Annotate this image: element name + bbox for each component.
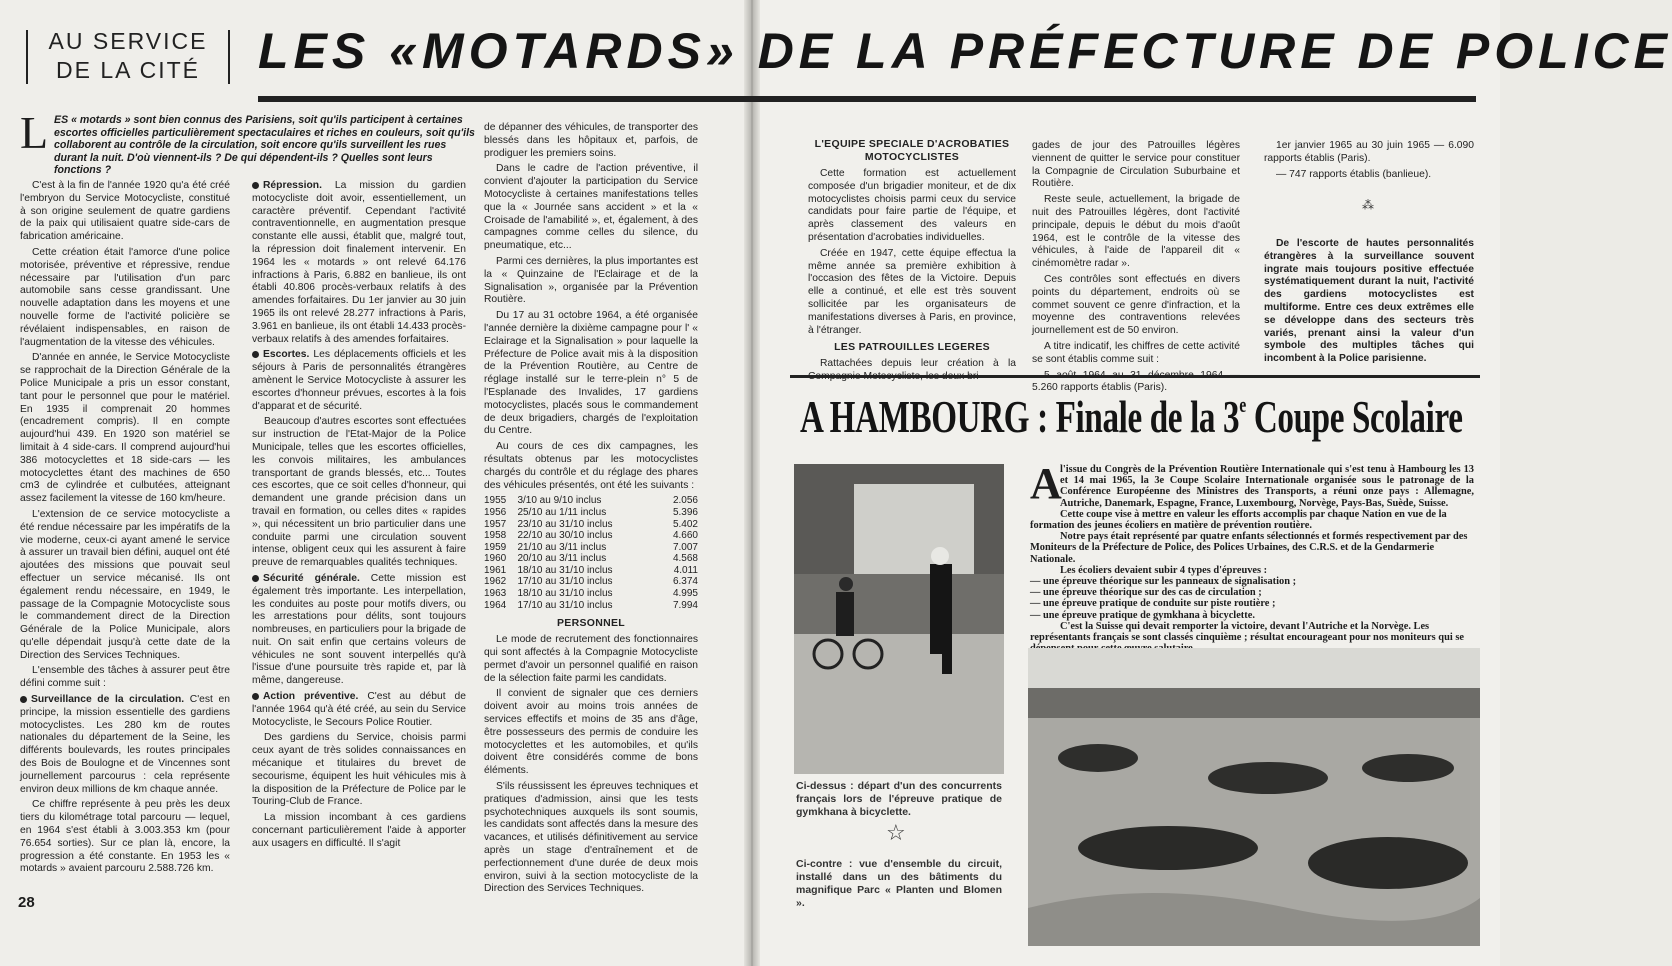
stats-count: 5.396	[672, 506, 698, 518]
column-6-conclusion	[1264, 238, 1474, 369]
hamburg-title-main: A HAMBOURG : Finale de la 3	[800, 391, 1240, 442]
stats-count: 7.007	[672, 541, 698, 553]
col5-paragraph: Reste seule, actuellement, la brigade de nuit des Patrouilles légères, dont l'activité principale, depuis le début du mois d'août 1964, est le contrôle de la vitesse des véhicules, à l'aide de l'appareil dit « cinémomètre radar ».	[1032, 194, 1240, 270]
bicycle-photo	[794, 464, 1004, 774]
star-ornament: ☆	[886, 820, 906, 845]
stats-dates: 18/10 au 31/10 inclus	[517, 588, 613, 600]
bullet-text: C'est au début de l'année 1964 qu'à été créé, au sein du Service Motocycliste, le Secours Police Routier.	[252, 691, 466, 728]
col1-paragraph: Cette création était l'amorce d'une police motorisée, préventive et répressive, rendue nécessaire par l'utilisation d'un parc automobile sans cesse grandissant. Une nouvelle adaptation dans les moyens et une nouvelle forme de l'activité policière se révélaient indispensables, en raison de l'augmentation de la vitesse des véhicules.	[20, 246, 230, 348]
bullet-text: La mission du gardien motocycliste doit avoir, essentiellement, un caractère préventif. Cependant l'activité contraventionnelle, en augmentation presque constante elle aussi, établit que, malgré tout, la répression doit finalement intervenir. En 1964 les « motards » ont relevé 64.176 infractions à Paris, 6.882 en banlieue, ils ont établi 40.806 procès-verbaux relatifs à des amendes forfaitaires. Du 1er janvier au 30 juin 1965 ils ont relevé 28.277 infractions à Paris, 3.961 en banlieue, ils ont établi 14.433 procès-verbaux relatifs à des amendes forfaitaires.	[252, 180, 466, 345]
bicycle-photo-image	[794, 464, 1004, 774]
photo2-caption: Ci-contre : vue d'ensemble du circuit, installé dans un des bâtiments du magnifique Parc « Planten und Blomen ».	[796, 858, 1002, 909]
stats-row	[484, 588, 698, 600]
stats-dates: 23/10 au 31/10 inclus	[517, 518, 613, 530]
column-6	[1264, 140, 1474, 184]
col5-paragraph: 5.260 rapports établis (Paris).	[1032, 382, 1168, 394]
stats-year: 1964	[484, 599, 507, 611]
col6-conclusion: De l'escorte de hautes personnalités étrangères à la surveillance souvent ingrate mais toujours positive effectuée systématiquement durant la nuit, l'activité des gardiens motocyclistes est multiforme. Entre ces deux extrêmes elle se développe dans des secteurs très variés, prenant ainsi la valeur d'un symbole des multiples tâches qui incombent à la Police parisienne.	[1264, 238, 1474, 365]
stats-count: 4.011	[673, 564, 698, 576]
bullet-title: Surveillance de la circulation.	[31, 694, 185, 706]
headlight-stats-table	[484, 495, 698, 611]
col4-paragraph: Cette formation est actuellement composée d'un brigadier moniteur, et de dix motocyclistes choisis parmi ceux du service candidats pour faire partie de l'équipe, et après classement des valeurs en présentation d'acrobaties individuelles.	[808, 168, 1016, 243]
stats-dates: 3/10 au 9/10 inclus	[517, 495, 602, 507]
stats-year: 1959	[484, 541, 507, 553]
bullet-title: Répression.	[263, 180, 322, 191]
col2-paragraph: Beaucoup d'autres escortes sont effectuées sur instruction de l'Etat-Major de la Police Municipale, telles que les escortes officielles, les convois militaires, les ambulances transportant de grands blessés, etc... Toutes ces escortes, que ce soit celles d'honneur, qui demandent une grande précision dans un travail en formation, ou celles dites « rapides », qui nécessitent un brio particulier dans une conduite parmi une circulation souvent intense, obligent ceux qui les assurent à faire preuve de remarquables qualités techniques.	[252, 416, 466, 569]
column-2	[252, 180, 466, 854]
stats-row	[484, 530, 698, 542]
col4-paragraph: Créée en 1947, cette équipe effectua la même année sa première exhibition à l'occasion des fêtes de la Victoire. Depuis elle a continué, et elle est très souvent sollicitée par les organisateurs de manifestations diverses à Paris, en province, à l'étranger.	[808, 247, 1016, 336]
hamburg-intro-text: l'issue du Congrès de la Prévention Routière Internationale qui s'est tenu à Hambourg les 13 et 14 mai 1965, la 3e Coupe Scolaire Internationale organisée sous le patronage de la Conférence Européenne des Ministres des Transports, a réuni onze pays : Allemagne, Autriche, Danemark, Espagne, France, Luxembourg, Norvège, Pays-Bas, Suède, Suisse.	[1060, 464, 1474, 509]
personnel-subhead: PERSONNEL	[556, 617, 626, 630]
column-5	[1032, 140, 1240, 398]
hamburg-title-sup: e	[1239, 392, 1246, 417]
col3-paragraph: Au cours de ces dix campagnes, les résultats obtenus par les motocyclistes chargés du contrôle et du réglage des phares des véhicules présentés, ont été les suivants :	[484, 441, 698, 491]
stats-dates: 18/10 au 31/10 inclus	[517, 564, 613, 576]
rubric-line-1: AU SERVICE	[48, 28, 208, 54]
col2-bullet-paragraph	[252, 573, 466, 688]
hamburg-body	[1030, 509, 1474, 655]
col3-paragraph: de dépanner des véhicules, de transporter des blessés dans les hôpitaux et, parfois, de prodiguer les premiers soins.	[484, 122, 698, 159]
circuit-overview-photo	[1028, 648, 1480, 946]
stats-dates: 22/10 au 30/10 inclus	[517, 530, 613, 542]
stats-count: 4.995	[672, 588, 698, 600]
col2-paragraph: Des gardiens du Service, choisis parmi ceux ayant de très solides connaissances en mécanique et titulaires du brevet de secourisme, équipent les huit véhicules mis à la disposition de la Préfecture de Police par le Touring-Club de France.	[252, 732, 466, 808]
photo1-caption: Ci-dessus : départ d'un des concurrents français lors de l'épreuve pratique de gymkhana à bicyclette.	[796, 780, 1002, 818]
bullet-text: C'est en principe, la mission essentielle des gardiens motocyclistes. Les 280 km de routes nationales du département de la Seine, les différents boulevards, les routes principales des Bois de Boulogne et de Vincennes sont journellement parcourus : cela représente environ deux millions de km chaque année.	[20, 694, 230, 795]
stats-row	[484, 576, 698, 588]
bullet-icon	[252, 182, 259, 189]
section-divider	[790, 375, 1480, 378]
hamburg-article	[1030, 459, 1474, 654]
col2-bullet-paragraph	[252, 349, 466, 413]
col5-paragraph: A titre indicatif, les chiffres de cette activité se sont établis comme suit :	[1032, 340, 1240, 365]
col3-paragraph: S'ils réussissent les épreuves techniques et pratiques d'admission, ainsi que les tests psychotechniques auxquels ils sont soumis, les candidats sont affectés dans la mesure des vacances, et utilisés définitivement au service après un stage d'entraînement et de perfectionnement d'une durée de deux mois environ, suivi à la section motocycliste de la Direction des Services Techniques.	[484, 781, 698, 895]
stats-row	[484, 553, 698, 565]
hamburg-event-item: — une épreuve théorique sur des cas de circulation ;	[1030, 587, 1262, 599]
stats-row	[484, 495, 698, 507]
col6-paragraph: 1er janvier 1965 au 30 juin 1965 — 6.090 rapports établis (Paris).	[1264, 140, 1474, 164]
hamburg-paragraph: C'est la Suisse qui devait remporter la victoire, devant l'Autriche et la Norvège. Les représentants français se sont classés cinquième ; résultat encourageant pour nos moniteurs qui se	[1030, 620, 1464, 644]
bullet-text: Les déplacements officiels et les séjours à Paris de personnalités étrangères amènent le Service Motocycliste à assurer les escortes d'honneur prévues, escortes à la fois d'apparat et de sécurité.	[252, 349, 466, 412]
stats-count: 2.056	[672, 495, 698, 507]
hamburg-headline	[800, 390, 1463, 450]
bullet-title: Action préventive.	[263, 691, 359, 703]
rubric-box	[26, 26, 230, 86]
col2-paragraph: La mission incombant à ces gardiens concernant particulièrement l'aide à apporter aux usagers en difficulté. Il s'agit	[252, 812, 466, 849]
article-lead	[20, 107, 480, 176]
col3-paragraph: Dans le cadre de l'action préventive, il convient d'ajouter la participation du Service Motocycliste à certaines manifestations telles que la « Journée sans accident » et la « Croisade de l'amabilité », et, également, à des campagnes comme celles du silence, du pneumatique, etc...	[484, 163, 698, 252]
col1-paragraph: D'année en année, le Service Motocycliste se rapprochait de la Direction Générale de la Police Municipale a pris un essor constant, tant pour le personnel que pour le matériel. En 1935 il comprenait 20 hommes (encadrement compris). Il en compte aujourd'hui 439. En 1920 son matériel se limitait à 4 side-cars. Il comprend aujourd'hui 386 motocyclettes et 18 side-cars — les motocyclettes étant des machines de 650 cm3 de cylindrée et culbutées, atteignant assez facilement la vitesse de 160 km/heure.	[20, 352, 230, 505]
column-4	[808, 134, 1016, 387]
stats-dates: 25/10 au 1/11 inclus	[517, 506, 607, 518]
col5-paragraph: gades de jour des Patrouilles légères viennent de quitter le service pour constituer la Compagnie de Circulation Suburbaine et Routière.	[1032, 140, 1240, 190]
stats-year: 1961	[484, 564, 507, 576]
hamburg-paragraph: Notre pays était représenté par quatre enfants sélectionnés et formés respectivement par des Moniteurs de la Préfecture de Police, des Polices Urbaines, des C.R.S. et de la Gendarmerie Nationale.	[1030, 531, 1468, 565]
col3-paragraph: Le mode de recrutement des fonctionnaires qui sont affectés à la Compagnie Motocycliste permet d'avoir un personnel qualifié en raison de la sélection faite parmi les candidats.	[484, 634, 698, 684]
col1-bullet-paragraph	[20, 694, 230, 796]
col3-paragraph: Du 17 au 31 octobre 1964, a été organisée l'année dernière la dixième campagne pour l' « Eclairage et la Signalisation » pour laquelle la Préfecture de Police avait mis à la disposition de la Prévention Routière, au Centre de réglage installé sur le terre-plein n° 5 de l'Esplanade des Invalides, 17 gardiens motocyclistes, placés sous le commandement de deux brigadiers, chargés de l'exploitation du Centre.	[484, 310, 698, 437]
hamburg-event-item: — une épreuve théorique sur les panneaux de signalisation ;	[1030, 576, 1297, 588]
col1-paragraph: L'ensemble des tâches à assurer peut être défini comme suit :	[20, 665, 230, 690]
stats-dates: 17/10 au 31/10 inclus	[517, 576, 613, 588]
hamburg-event-item: — une épreuve pratique de conduite sur piste routière ;	[1030, 598, 1276, 610]
stats-row	[484, 565, 698, 577]
stats-count: 4.660	[672, 530, 698, 542]
stats-dates: 17/10 au 31/10 inclus	[517, 599, 613, 611]
stats-count: 5.402	[672, 518, 698, 530]
stats-year: 1960	[484, 553, 507, 565]
rubric-line-2: DE LA CITÉ	[56, 57, 200, 83]
col2-bullet-paragraph	[252, 180, 466, 346]
col1-paragraph: C'est à la fin de l'année 1920 qu'a été créé l'embryon du Service Motocycliste, constitué à son origine seulement de quatre gardiens de la paix qui utilisaient quatre side-cars de fabrication américaine.	[20, 180, 230, 243]
col1-paragraph: L'extension de ce service motocycliste a été rendue nécessaire par les impératifs de la vie moderne, ceux-ci ayant amené le service à assurer un travail bien défini, auquel ont été ajoutées des missions que pouvait seul effectuer un service mécanisé. Ils ont également rendu nécessaire, en 1949, le passage de la Compagnie Motocycliste sous le commandement direct de la Direction Générale de la Police Municipale, alors qu'elle dépendait jusqu'à cette date de la Direction des Services Techniques.	[20, 508, 230, 661]
stats-row	[484, 519, 698, 531]
col3-paragraph: Il convient de signaler que ces derniers doivent avoir au moins trois années de services effectifs et moins de 35 ans d'âge, être possesseurs des permis de conduire les motocyclettes et les automobiles, et qu'ils doivent être considérés comme de bons éléments.	[484, 688, 698, 777]
stats-count: 7.994	[672, 599, 698, 611]
circuit-photo-image	[1028, 648, 1480, 946]
bullet-title: Escortes.	[263, 349, 310, 361]
bullet-title: Sécurité générale.	[263, 572, 360, 584]
bullet-text: Cette mission est également très importante. Les interpellation, les conduites au poste pour motifs divers, ou les arrestations pour délits, sont toujours nombreuses, en particuliers pour la brigade de nuit. On sait enfin que certains voleurs de véhicules ne sont souvent interpellés qu'à l'issue d'une poursuite très rapide et, par là même, dangereuse.	[252, 572, 466, 687]
stats-year: 1957	[484, 518, 507, 530]
stats-year: 1963	[484, 588, 507, 600]
article-headline: LES «MOTARDS» DE LA PRÉFECTURE DE POLICE	[258, 23, 1672, 79]
col1-paragraph: Ce chiffre représente à peu près les deux tiers du kilométrage total parcouru — lequel, en 1964 s'est établi à 3.003.353 km (pour 76.654 sorties). Sur ce plan là, encore, la progression a été constante. En 1953 les « motards » avaient parcouru 2.588.726 km.	[20, 799, 230, 875]
stats-year: 1955	[484, 495, 507, 507]
column-1	[20, 180, 230, 879]
stats-count: 4.568	[672, 553, 698, 565]
bullet-icon	[20, 696, 27, 703]
acrobatics-subhead: L'EQUIPE SPECIALE D'ACROBATIES MOTOCYCLISTES	[814, 138, 1010, 163]
lead-text: ES « motards » sont bien connus des Parisiens, soit qu'ils participent à certaines escortes officielles particulièrement spectaculaires et riches en couleurs, soit qu'ils collaborent au contrôle de la circulation, soit encore qu'ils surveillent les rues durant la nuit. D'où viennent-ils ? De qui dépendent-ils ? Quelles sont leurs fonctions ?	[54, 114, 475, 176]
column-3	[484, 122, 698, 899]
stats-row	[484, 542, 698, 554]
patrols-subhead: LES PATROUILLES LEGERES	[834, 341, 990, 354]
hamburg-paragraph: Les écoliers devaient subir 4 types d'épreuves :	[1060, 564, 1268, 576]
stats-year: 1958	[484, 530, 507, 542]
stats-row	[484, 507, 698, 519]
stats-dates: 21/10 au 3/11 inclus	[517, 541, 607, 553]
asterism-ornament: ⁂	[1362, 198, 1374, 212]
headline-rule	[258, 96, 1476, 102]
page-gutter	[744, 0, 760, 966]
col5-paragraph: Ces contrôles sont effectués en divers points du département, endroits où se commet souvent ce genre d'infraction, et la moyenne des contraventions relevées journellement est de 50 environ.	[1032, 273, 1240, 337]
hamburg-event-item: — une épreuve pratique de gymkhana à bicyclette.	[1030, 609, 1255, 621]
stats-row	[484, 600, 698, 612]
col6-paragraph: — 747 rapports établis (banlieue).	[1276, 168, 1432, 180]
col3-paragraph: Parmi ces dernières, la plus importantes est la « Quinzaine de l'Eclairage et de la Signalisation », organisée par la Prévention Routière.	[484, 255, 698, 306]
hamburg-title-end: Coupe Scolaire	[1245, 391, 1463, 442]
bullet-icon	[252, 351, 259, 358]
stats-year: 1962	[484, 576, 507, 588]
bullet-icon	[252, 575, 259, 582]
hamburg-dropcap: A	[1030, 459, 1062, 508]
stats-count: 6.374	[672, 576, 698, 588]
page-number: 28	[18, 894, 35, 911]
hamburg-paragraph: Cette coupe vise à mettre en valeur les efforts accomplis par chaque Nation en vue de la formation des jeunes écoliers en matière de prévention routière.	[1030, 508, 1447, 532]
col2-bullet-paragraph	[252, 691, 466, 729]
hamburg-intro	[1060, 464, 1474, 509]
stats-dates: 20/10 au 3/11 inclus	[517, 553, 607, 565]
col4-paragraph: Rattachées depuis leur création à la	[820, 358, 1016, 370]
lead-dropcap: L	[20, 107, 49, 158]
stats-year: 1956	[484, 506, 507, 518]
bullet-icon	[252, 693, 259, 700]
